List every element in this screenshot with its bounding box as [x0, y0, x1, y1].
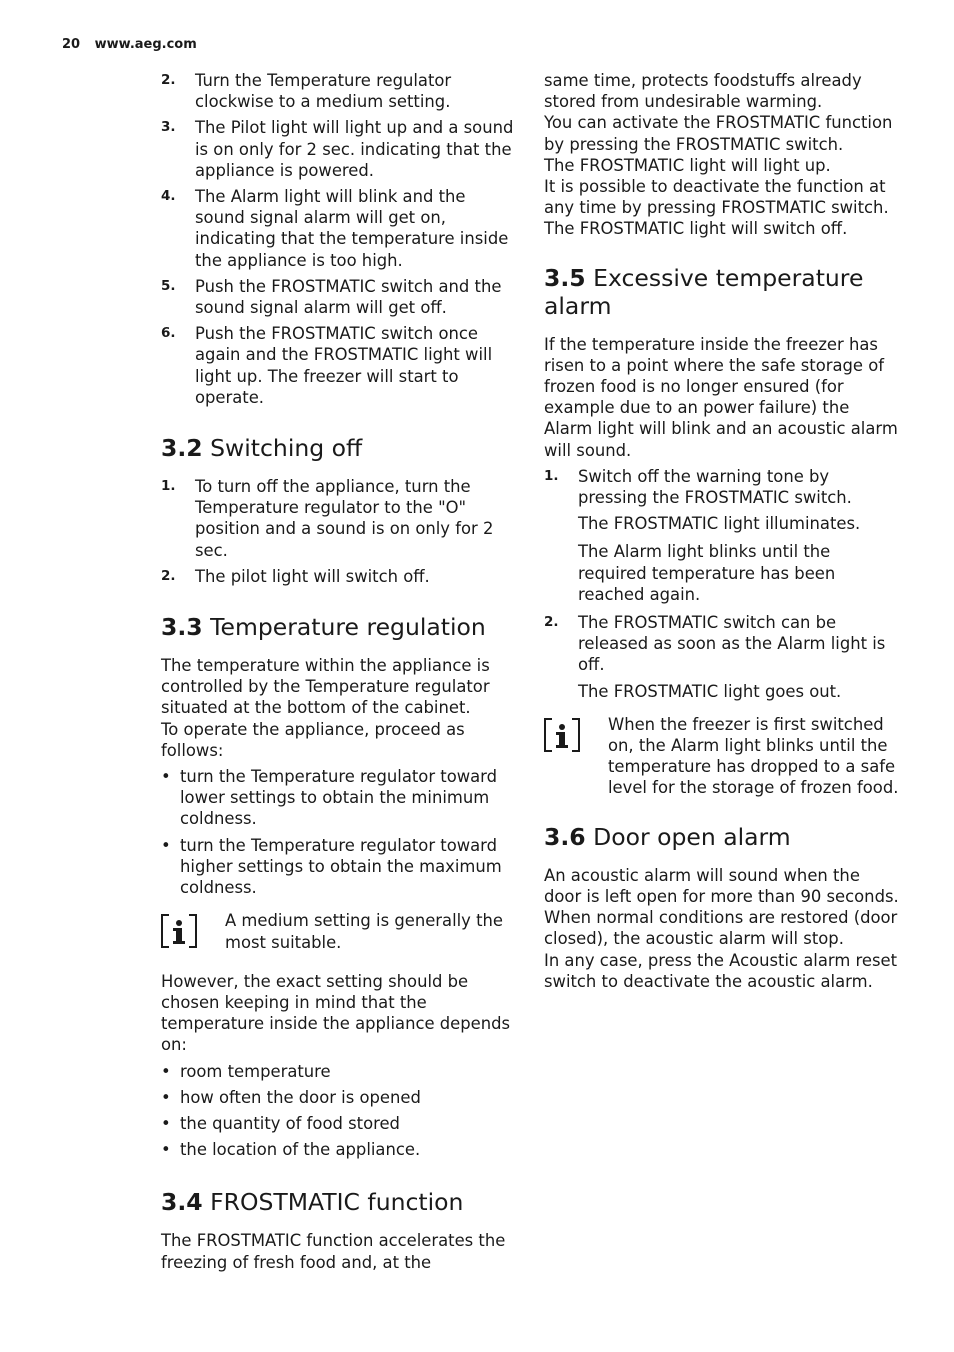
- step-result: The FROSTMATIC light goes out.: [578, 681, 842, 701]
- left-column: [161, 70, 516, 1273]
- step-item: 3. The Pilot light will light up and a sound is on only for 2 sec. indicating that the appliance is powered.: [161, 118, 514, 180]
- paragraph: In any case, press the Acoustic alarm reset switch to deactivate the acoustic alarm.: [544, 950, 898, 991]
- bullet-item: • the quantity of food stored: [161, 1113, 400, 1133]
- paragraph: The FROSTMATIC light will switch off.: [544, 219, 848, 239]
- paragraph: If the temperature inside the freezer has risen to a point where the safe storage of frozen food is no longer ensured (for example due to an power failure) the Alarm light will blink and an acoustic alarm will sound.: [544, 334, 898, 460]
- step-item: 1. To turn off the appliance, turn the Temperature regulator to the "O" position and a sound is on only for 2 sec.: [161, 477, 494, 560]
- step-item: 2. The FROSTMATIC switch can be released as soon as the Alarm light is off.: [544, 613, 886, 675]
- step-result: The FROSTMATIC light illuminates.: [578, 514, 861, 534]
- step-item: 5. Push the FROSTMATIC switch and the sound signal alarm will get off.: [161, 276, 502, 318]
- step-item: 1. Switch off the warning tone by pressing the FROSTMATIC switch.: [544, 466, 852, 508]
- paragraph: The FROSTMATIC function accelerates the freezing of fresh food and, at the: [161, 1231, 506, 1272]
- note-text: A medium setting is generally the most suitable.: [225, 911, 503, 952]
- section-heading-3-6: 3.6 Door open alarm: [544, 822, 791, 851]
- bullet-item: • room temperature: [161, 1061, 331, 1081]
- paragraph: However, the exact setting should be chosen keeping in mind that the temperature inside the appliance depends on:: [161, 971, 511, 1055]
- paragraph: It is possible to deactivate the function at any time by pressing FROSTMATIC switch.: [544, 177, 889, 218]
- site-url: www.aeg.com: [94, 37, 197, 52]
- info-note: [544, 714, 899, 799]
- section-heading-3-5: 3.5 Excessive temperature alarm: [544, 263, 864, 320]
- section-heading-3-4: 3.4 FROSTMATIC function: [161, 1188, 464, 1217]
- step-item: 4. The Alarm light will blink and the sound signal alarm will get on, indicating that the temperature inside the appliance is too high.: [161, 187, 509, 270]
- page-header: [62, 37, 197, 52]
- page-number: 20: [62, 37, 81, 52]
- note-text: When the freezer is first switched on, the Alarm light blinks until the temperature has dropped to a safe level for the storage of frozen food.: [608, 714, 899, 798]
- paragraph: The temperature within the appliance is controlled by the Temperature regulator situated at the bottom of the cabinet.: [161, 656, 490, 718]
- paragraph: same time, protects foodstuffs already stored from undesirable warming.: [544, 71, 862, 112]
- bullet-item: • the location of the appliance.: [161, 1140, 421, 1160]
- step-item: 2. Turn the Temperature regulator clockwise to a medium setting.: [161, 71, 452, 112]
- step-result: The Alarm light blinks until the required temperature has been reached again.: [578, 542, 836, 604]
- bullet-item: • turn the Temperature regulator toward higher settings to obtain the maximum coldness.: [161, 835, 502, 898]
- bullet-item: • how often the door is opened: [161, 1087, 421, 1107]
- paragraph: To operate the appliance, proceed as follows:: [161, 719, 465, 760]
- right-column: [544, 70, 899, 992]
- info-note: [161, 910, 516, 952]
- paragraph: An acoustic alarm will sound when the door is left open for more than 90 seconds.: [544, 865, 899, 906]
- step-item: 2. The pilot light will switch off.: [161, 566, 430, 586]
- paragraph: When normal conditions are restored (door closed), the acoustic alarm will stop.: [544, 908, 898, 949]
- section-heading-3-2: 3.2 Switching off: [161, 434, 363, 463]
- bullet-item: • turn the Temperature regulator toward lower settings to obtain the minimum coldness.: [161, 767, 498, 829]
- info-icon: [161, 914, 197, 948]
- paragraph: You can activate the FROSTMATIC function by pressing the FROSTMATIC switch.: [544, 113, 893, 154]
- info-icon: [544, 718, 580, 752]
- section-heading-3-3: 3.3 Temperature regulation: [161, 613, 486, 642]
- paragraph: The FROSTMATIC light will light up.: [544, 155, 831, 175]
- step-item: 6. Push the FROSTMATIC switch once again and the FROSTMATIC light will light up. The freezer will start to operate.: [161, 324, 493, 407]
